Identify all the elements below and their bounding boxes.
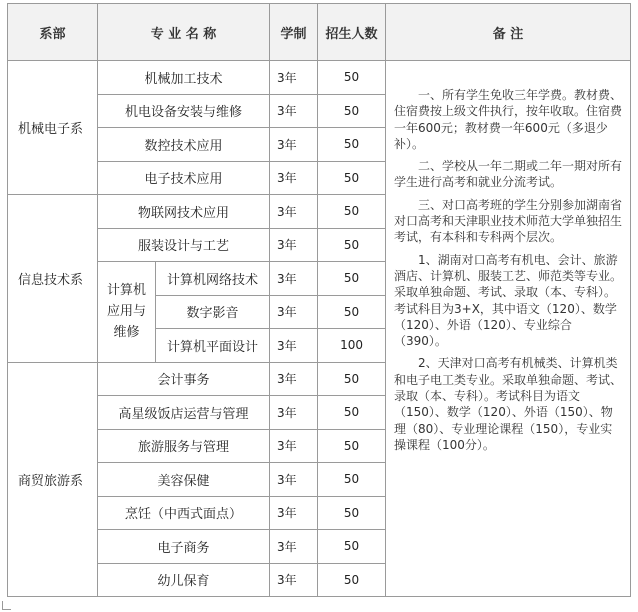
major-cell: 数控技术应用 bbox=[98, 128, 270, 162]
duration-cell: 3年 bbox=[270, 295, 318, 329]
enrollment-table bbox=[7, 3, 631, 597]
quota-cell: 50 bbox=[318, 429, 386, 463]
note-3-2: 2、天津对口高考有机械类、计算机类和电子电工类专业。采取单独命题、考试、录取（本、专科）。考试科目为语文（150）、数学（120）、外语（150）、物理（80）、专业理论课程（150），专业实操课程（100分）。 bbox=[394, 356, 623, 452]
quota-cell: 50 bbox=[318, 228, 386, 262]
header-remarks: 备 注 bbox=[386, 4, 631, 61]
major-cell: 烹饪（中西式面点） bbox=[98, 496, 270, 530]
major-cell: 机械加工技术 bbox=[98, 61, 270, 95]
duration-cell: 3年 bbox=[270, 262, 318, 296]
major-cell: 服装设计与工艺 bbox=[98, 228, 270, 262]
major-cell: 旅游服务与管理 bbox=[98, 429, 270, 463]
duration-cell: 3年 bbox=[270, 563, 318, 597]
major-cell: 高星级饭店运营与管理 bbox=[98, 396, 270, 430]
duration-cell: 3年 bbox=[270, 61, 318, 95]
quota-cell: 50 bbox=[318, 530, 386, 564]
duration-cell: 3年 bbox=[270, 429, 318, 463]
quota-cell: 50 bbox=[318, 128, 386, 162]
major-cell: 美容保健 bbox=[98, 463, 270, 497]
quota-cell: 50 bbox=[318, 496, 386, 530]
table-row bbox=[8, 61, 631, 95]
table-header-row bbox=[8, 4, 631, 61]
department-cell: 信息技术系 bbox=[8, 195, 98, 363]
duration-cell: 3年 bbox=[270, 463, 318, 497]
note-2: 二、学校从一年二期或二年一期对所有学生进行高考和就业分流考试。 bbox=[394, 159, 623, 190]
quota-cell: 100 bbox=[318, 329, 386, 363]
duration-cell: 3年 bbox=[270, 161, 318, 195]
quota-cell: 50 bbox=[318, 396, 386, 430]
quota-cell: 50 bbox=[318, 161, 386, 195]
subgroup-label: 计算机应用与维修 bbox=[106, 283, 146, 341]
duration-cell: 3年 bbox=[270, 362, 318, 396]
subgroup-cell bbox=[98, 262, 156, 363]
quota-cell: 50 bbox=[318, 463, 386, 497]
duration-cell: 3年 bbox=[270, 496, 318, 530]
major-cell: 会计事务 bbox=[98, 362, 270, 396]
header-department: 系部 bbox=[8, 4, 98, 61]
note-1: 一、所有学生免收三年学费。教材费、住宿费按上级文件执行，按年收取。住宿费一年600元；教材费一年600元（多退少补）。 bbox=[394, 88, 623, 151]
note-3-1: 1、湖南对口高考有机电、会计、旅游酒店、计算机、服装工艺、师范类等专业。采取单独命题、考试、录取（本、专科）。考试科目为3+X，其中语文（120）、数学（120）、外语（120）、专业综合（390）。 bbox=[394, 252, 623, 349]
duration-cell: 3年 bbox=[270, 530, 318, 564]
major-cell: 电子技术应用 bbox=[98, 161, 270, 195]
remarks-cell bbox=[386, 61, 631, 597]
quota-cell: 50 bbox=[318, 262, 386, 296]
quota-cell: 50 bbox=[318, 94, 386, 128]
major-cell: 电子商务 bbox=[98, 530, 270, 564]
duration-cell: 3年 bbox=[270, 94, 318, 128]
quota-cell: 50 bbox=[318, 362, 386, 396]
major-cell: 数字影音 bbox=[156, 295, 270, 329]
quota-cell: 50 bbox=[318, 295, 386, 329]
major-cell: 幼儿保育 bbox=[98, 563, 270, 597]
header-quota: 招生人数 bbox=[318, 4, 386, 61]
duration-cell: 3年 bbox=[270, 128, 318, 162]
major-cell: 计算机平面设计 bbox=[156, 329, 270, 363]
quota-cell: 50 bbox=[318, 195, 386, 229]
duration-cell: 3年 bbox=[270, 195, 318, 229]
major-cell: 物联网技术应用 bbox=[98, 195, 270, 229]
major-cell: 机电设备安装与维修 bbox=[98, 94, 270, 128]
department-cell: 商贸旅游系 bbox=[8, 362, 98, 597]
quota-cell: 50 bbox=[318, 563, 386, 597]
corner-mark bbox=[2, 601, 11, 610]
department-cell: 机械电子系 bbox=[8, 61, 98, 195]
note-3: 三、对口高考班的学生分别参加湖南省对口高考和天津职业技术师范大学单独招生考试，有本科和专科两个层次。 bbox=[394, 197, 623, 245]
duration-cell: 3年 bbox=[270, 228, 318, 262]
quota-cell: 50 bbox=[318, 61, 386, 95]
header-duration: 学制 bbox=[270, 4, 318, 61]
duration-cell: 3年 bbox=[270, 329, 318, 363]
major-cell: 计算机网络技术 bbox=[156, 262, 270, 296]
header-major: 专 业 名 称 bbox=[98, 4, 270, 61]
duration-cell: 3年 bbox=[270, 396, 318, 430]
